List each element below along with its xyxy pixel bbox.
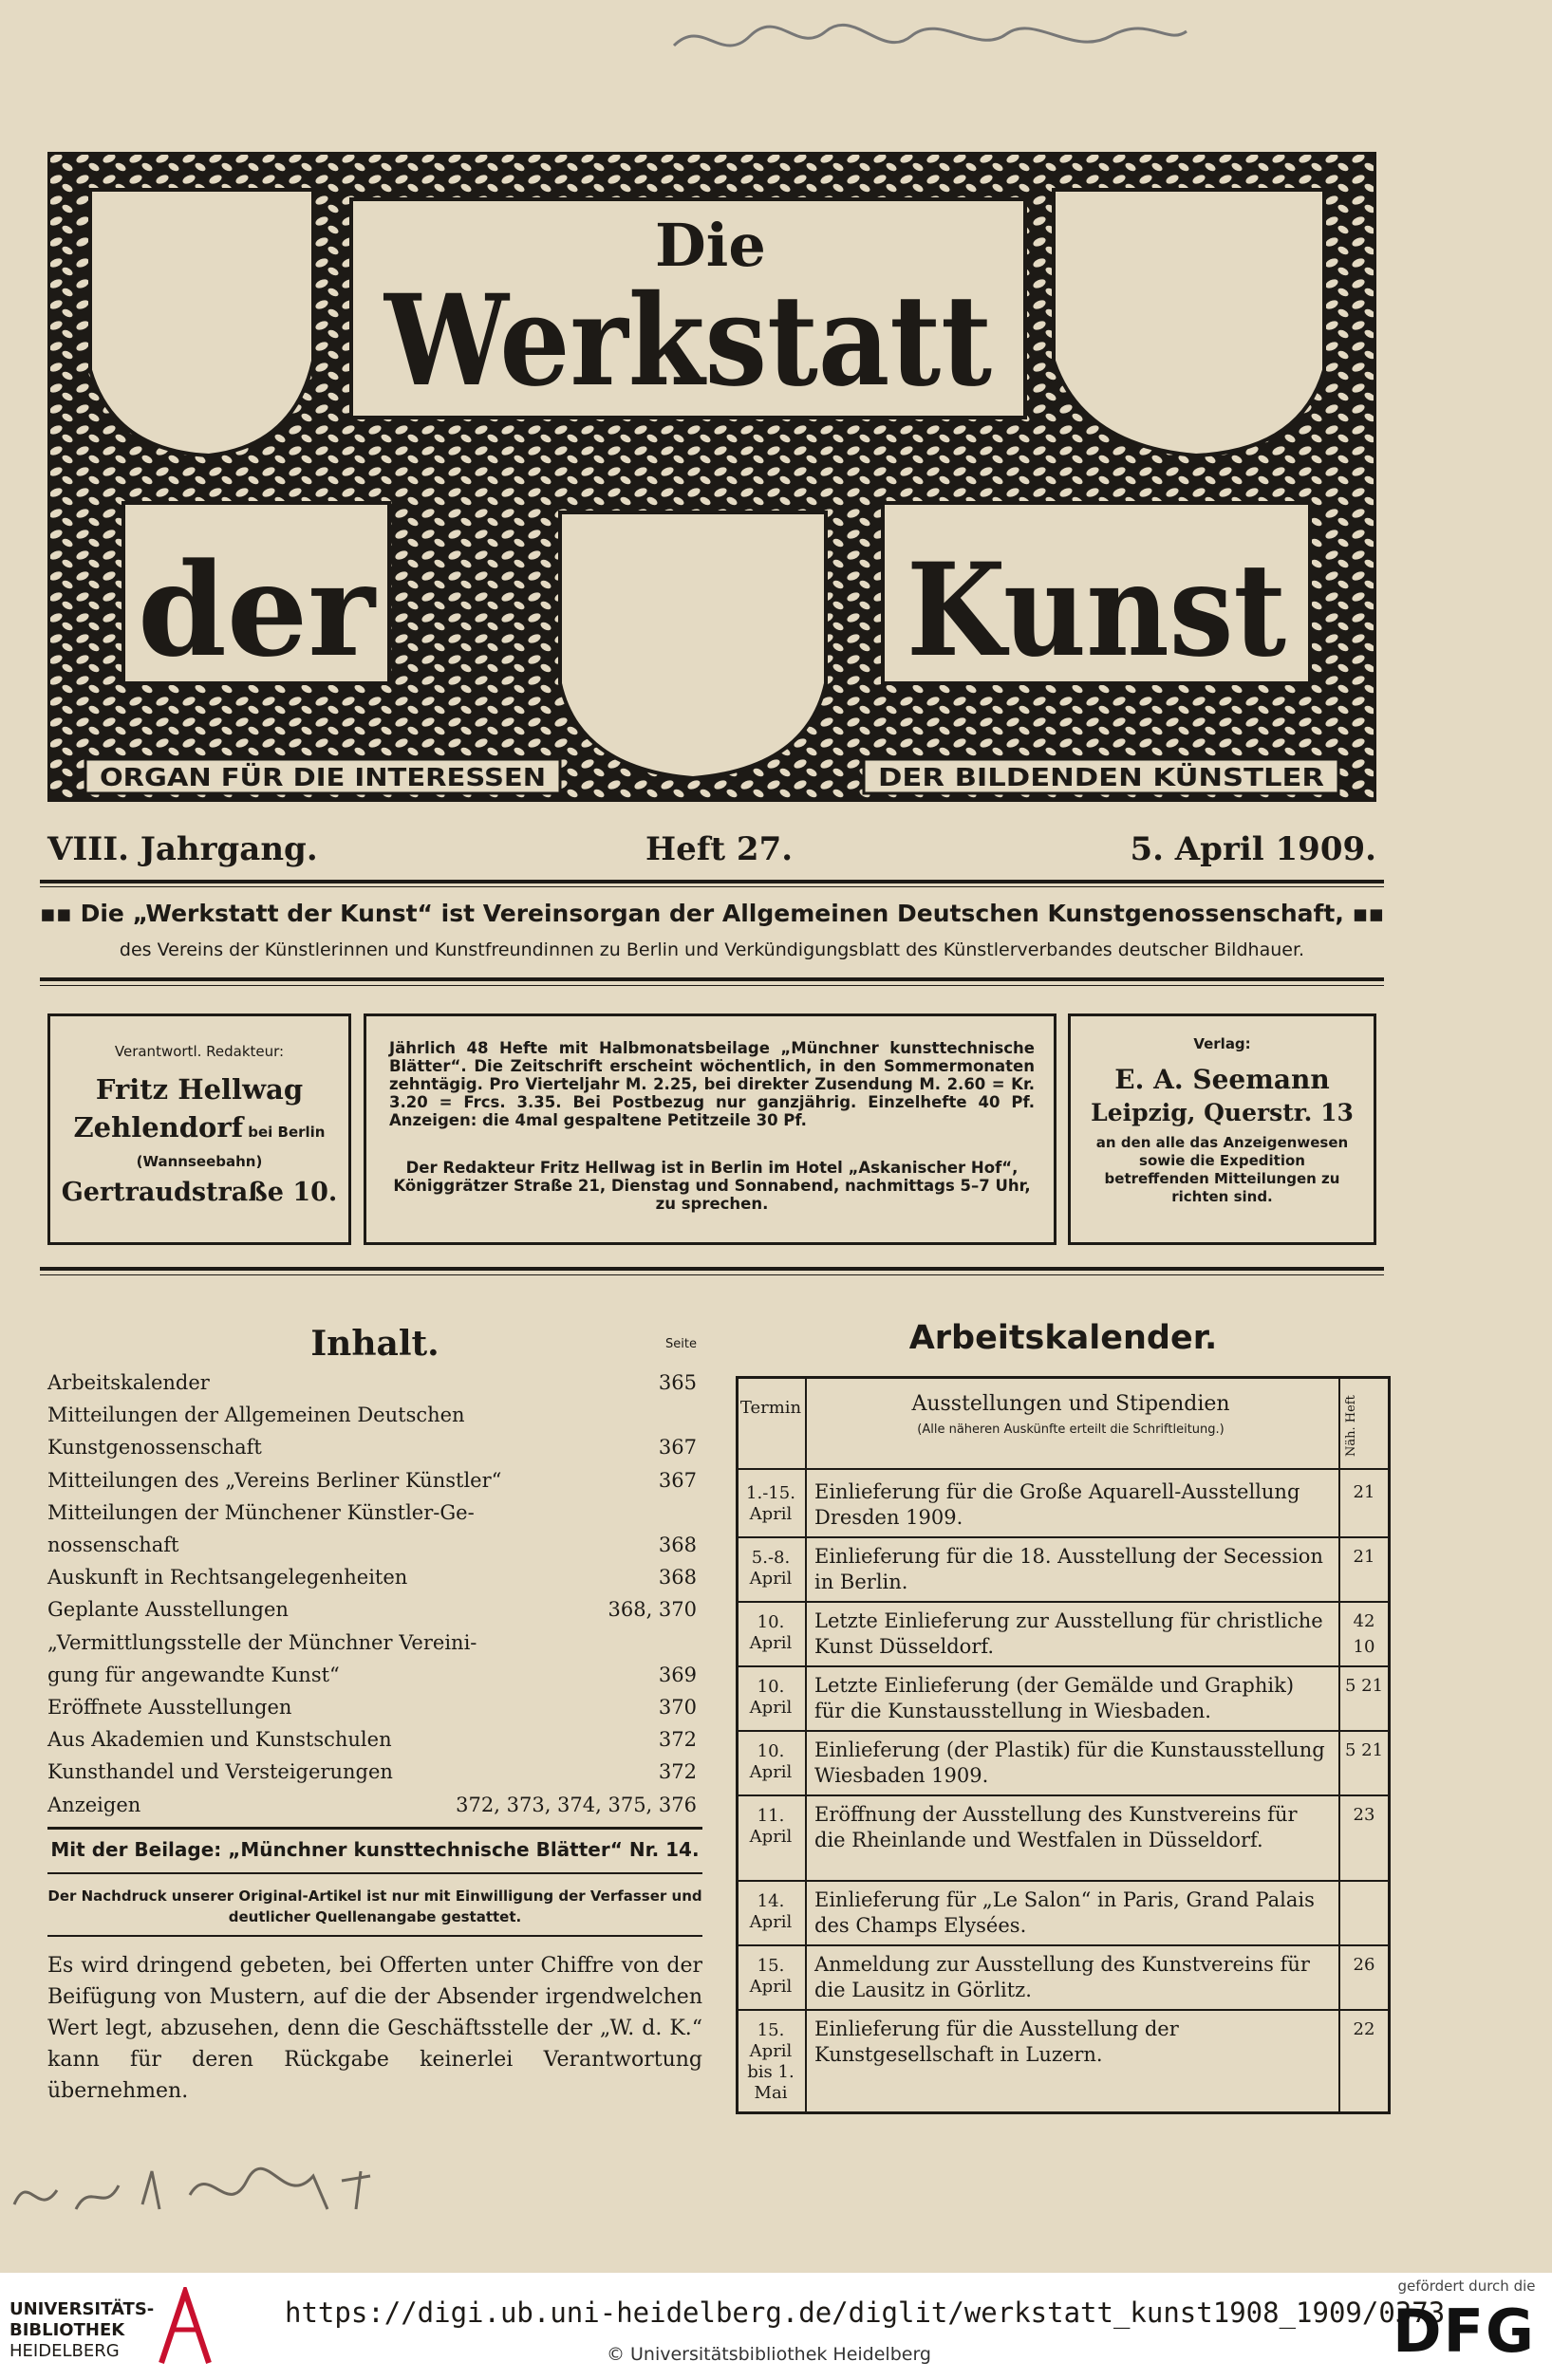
- title-die: Die: [655, 211, 766, 280]
- calendar-row-text: Letzte Einlieferung (der Gemälde und Graphik) für die Kunstausstellung in Wiesbaden.: [814, 1674, 1295, 1722]
- toc-row-label: Eröffnete Ausstellungen: [47, 1696, 292, 1719]
- toc-row-page: 367: [658, 1468, 697, 1492]
- title-der: der: [138, 534, 377, 685]
- issue-heft: Heft 27.: [645, 830, 794, 868]
- calendar-head-main: Ausstellungen und Stipendien: [911, 1392, 1230, 1416]
- calendar-row-text: Einlieferung für die Große Aquarell-Ausstellung Dresden 1909.: [814, 1480, 1300, 1529]
- editor-name: Fritz Hellwag: [95, 1073, 304, 1106]
- shield-center: [560, 512, 826, 778]
- calendar-head-heft: Näh. Heft: [1344, 1395, 1358, 1458]
- dfg-logo: DFG: [1393, 2296, 1536, 2366]
- calendar-row-heft: 5 21: [1344, 1676, 1384, 1696]
- toc-row-page: 368, 370: [608, 1598, 697, 1622]
- subtitle-right: DER BILDENDEN KÜNSTLER: [878, 764, 1258, 792]
- toc-row-page: 372: [658, 1760, 697, 1784]
- toc-row-label: Mitteilungen der Münchener Künstler-Ge-: [47, 1500, 475, 1524]
- notice-line-1: ▪▪ Die „Werkstatt der Kunst“ ist Vereinsorgan der Allgemeinen Deutschen Kunstgenossenschaft, ▪▪: [40, 900, 1385, 927]
- calendar-table: [736, 1376, 1391, 2114]
- toc-row-label: nossenschaft: [47, 1534, 179, 1556]
- calendar-head-termin: Termin: [739, 1398, 802, 1418]
- toc-row-page: 370: [658, 1696, 697, 1719]
- editor-line: (Wannseebahn): [136, 1153, 263, 1170]
- ub-logo-icon: [157, 2287, 214, 2368]
- calendar-row-date: 14. April: [749, 1891, 793, 1932]
- toc-row-label: gung für angewandte Kunst“: [47, 1663, 340, 1686]
- title-werkstatt: Werkstatt: [383, 268, 993, 415]
- calendar-row-divider: [739, 1730, 1388, 1732]
- calendar-row-heft: 21: [1353, 1482, 1375, 1502]
- toc-row-page: 369: [658, 1663, 697, 1686]
- calendar-row-date: 10. April: [749, 1612, 793, 1653]
- toc-copyright-note: Der Nachdruck unserer Original-Artikel ist nur mit Einwilligung der Verfasser und deutlicher Quellenangabe gestattet.: [47, 1887, 702, 1925]
- toc-row-page: 368: [658, 1566, 697, 1590]
- toc-row-label: Auskunft in Rechtsangelegenheiten: [47, 1566, 408, 1590]
- calendar-title: Arbeitskalender.: [908, 1319, 1218, 1357]
- toc-row-label: Kunstgenossenschaft: [47, 1436, 262, 1460]
- toc-row-label: Anzeigen: [47, 1793, 141, 1816]
- calendar-row-heft: 26: [1353, 1955, 1375, 1975]
- publisher-text: an den alle das Anzeigenwesen sowie die Expedition betreffenden Mitteilungen zu richten sind.: [1095, 1134, 1349, 1205]
- editor-street: Gertraudstraße 10.: [61, 1178, 338, 1207]
- calendar-row-divider: [739, 1794, 1388, 1796]
- subscription-text: Jährlich 48 Hefte mit Halbmonatsbeilage „Münchner kunsttechnische Blätter“. Die Zeitschrift erscheint wöchentlich, in den Sommermonaten zehntägig. Pro Vierteljahr M. 2.25, bei direkter Zusendung M. 2.60 = Kr. 3.20 = Frcs. 3.35. Bei Postbezug nur ganzjährig. Einzelhefte 40 Pf. Anzeigen: die 4mal gespaltene Petitzeile 30 Pf.: [389, 1039, 1035, 1129]
- calendar-row-divider: [739, 1665, 1388, 1667]
- calendar-row-divider: [739, 1536, 1388, 1538]
- calendar-row-text: Eröffnung der Ausstellung des Kunstvereins für die Rheinlande und Westfalen in Düsseldorf.: [814, 1803, 1298, 1851]
- divider: [40, 880, 1384, 883]
- issue-date: 5. April 1909.: [1130, 830, 1376, 868]
- calendar-row-heft: 42 10: [1353, 1611, 1375, 1657]
- editor-place-suffix: bei Berlin: [248, 1124, 326, 1141]
- offer-notice-paragraph: Es wird dringend gebeten, bei Offerten unter Chiffre von der Beifügung von Mustern, auf die der Absender irgendwelchen Wert legt, abzusehen, denn die Geschäftsstelle der „W. d. K.“ kann für deren Rückgabe keinerlei Verantwortung übernehmen.: [47, 1954, 702, 2103]
- title-kunst: Kunst: [907, 534, 1286, 685]
- calendar-row-heft: 21: [1353, 1547, 1375, 1567]
- dfg-label: gefördert durch die: [1397, 2278, 1536, 2295]
- calendar-row-date: 11. April: [749, 1806, 793, 1847]
- masthead: [47, 152, 1376, 802]
- toc-row-page: 368: [658, 1534, 697, 1556]
- calendar-row-text: Einlieferung (der Plastik) für die Kunstausstellung Wiesbaden 1909.: [814, 1739, 1325, 1787]
- handwritten-signature: [0, 2152, 475, 2238]
- calendar-row-text: Einlieferung für „Le Salon“ in Paris, Grand Palais des Champs Elysées.: [814, 1888, 1315, 1937]
- toc-row-label: „Vermittlungsstelle der Münchner Vereini-: [47, 1630, 477, 1654]
- editor-box: [47, 1013, 351, 1245]
- calendar-row-date: 15. April: [749, 1956, 793, 1997]
- calendar-row-date: 15. April bis 1. Mai: [747, 2020, 795, 2103]
- calendar-row-divider: [739, 1880, 1388, 1882]
- divider: [40, 886, 1384, 887]
- toc-row-label: Arbeitskalender: [47, 1371, 210, 1394]
- handwritten-note: [664, 8, 1196, 74]
- subscription-box: [364, 1013, 1056, 1245]
- toc-row-label: Kunsthandel und Versteigerungen: [47, 1760, 393, 1784]
- calendar-row-date: 1.-15. April: [746, 1483, 795, 1524]
- office-hours-text: Der Redakteur Fritz Hellwag ist in Berlin im Hotel „Askanischer Hof“, Königgrätzer Straße 21, Dienstag und Sonnabend, nachmittags 5–7 Uhr, zu sprechen.: [393, 1159, 1031, 1213]
- publisher-place: Leipzig, Querstr. 13: [1091, 1099, 1354, 1126]
- toc-beilage: Mit der Beilage: „Münchner kunsttechnische Blätter“ Nr. 14.: [50, 1838, 700, 1861]
- toc-row-label: Mitteilungen der Allgemeinen Deutschen: [47, 1404, 465, 1427]
- toc-title: Inhalt.: [310, 1324, 439, 1364]
- toc-row-page: 372: [658, 1728, 697, 1752]
- calendar-row-heft: 22: [1353, 2019, 1375, 2039]
- calendar-row-date: 10. April: [749, 1677, 793, 1718]
- divider: [40, 1274, 1384, 1275]
- toc-row-label: Mitteilungen des „Vereins Berliner Künstler“: [47, 1468, 502, 1492]
- editor-label: Verantwortl. Redakteur:: [114, 1043, 285, 1060]
- calendar-row-text: Einlieferung für die Ausstellung der Kunstgesellschaft in Luzern.: [814, 2017, 1179, 2066]
- shield-left: [90, 190, 313, 456]
- issue-line: [47, 830, 1376, 873]
- ub-heidelberg-logo: UNIVERSITÄTS- BIBLIOTHEK HEIDELBERG: [0, 2282, 228, 2372]
- footer-copyright: © Universitätsbibliothek Heidelberg: [606, 2344, 931, 2365]
- publisher-label: Verlag:: [1193, 1035, 1251, 1052]
- subtitle-left: ORGAN FÜR DIE INTERESSEN: [100, 764, 499, 792]
- calendar-row-heft: 5 21: [1344, 1740, 1384, 1760]
- calendar-row-text: Letzte Einlieferung zur Ausstellung für christliche Kunst Düsseldorf.: [814, 1609, 1323, 1658]
- calendar-head-sub: (Alle näheren Auskünfte erteilt die Schriftleitung.): [917, 1422, 1225, 1437]
- editor-place: Zehlendorf: [73, 1111, 244, 1144]
- publisher-box: [1068, 1013, 1376, 1245]
- calendar-row-divider: [739, 2009, 1388, 2011]
- source-url-link[interactable]: https://digi.ub.uni-heidelberg.de/diglit/werkstatt_kunst1908_1909/0373: [285, 2296, 1446, 2329]
- publisher-name: E. A. Seemann: [1114, 1064, 1330, 1095]
- calendar-row-heft: 23: [1353, 1805, 1375, 1825]
- issue-jahrgang: VIII. Jahrgang.: [47, 830, 318, 868]
- calendar-row-text: Einlieferung für die 18. Ausstellung der Secession in Berlin.: [814, 1545, 1323, 1593]
- divider: [40, 977, 1384, 981]
- toc-row-label: Geplante Ausstellungen: [47, 1598, 289, 1622]
- calendar-row-divider: [739, 1601, 1388, 1603]
- toc-row-page: 365: [658, 1371, 697, 1394]
- calendar-row-date: 10. April: [749, 1741, 793, 1782]
- divider: [40, 985, 1384, 986]
- toc-row-page: 372, 373, 374, 375, 376: [456, 1793, 697, 1816]
- toc-seite-label: Seite: [665, 1337, 697, 1351]
- calendar-row-date: 5.-8. April: [749, 1548, 793, 1589]
- divider: [40, 1267, 1384, 1271]
- toc-row-label: Aus Akademien und Kunstschulen: [47, 1728, 392, 1752]
- shield-right: [1054, 190, 1324, 456]
- notice-line-2: des Vereins der Künstlerinnen und Kunstfreundinnen zu Berlin und Verkündigungsblatt des Künstlerverbandes deutscher Bildhauer.: [119, 939, 1305, 960]
- toc-row-page: 367: [658, 1436, 697, 1460]
- calendar-row-text: Anmeldung zur Ausstellung des Kunstvereins für die Lausitz in Görlitz.: [814, 1953, 1310, 2001]
- calendar-row-divider: [739, 1944, 1388, 1946]
